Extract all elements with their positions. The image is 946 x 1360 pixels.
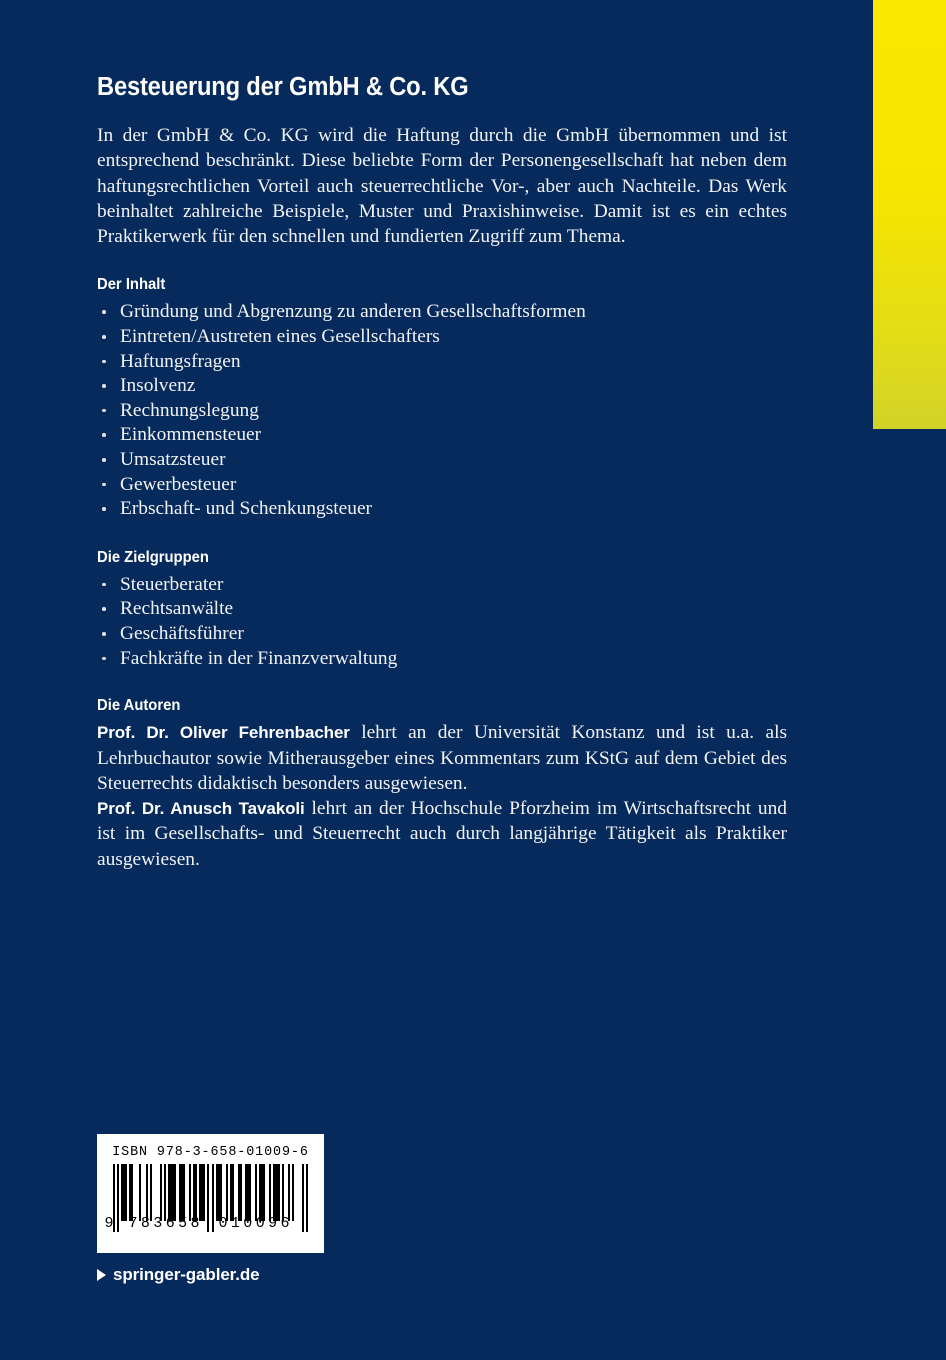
author-bio-1 bbox=[97, 715, 787, 796]
bullet-dot-icon bbox=[102, 507, 106, 511]
cover-content bbox=[97, 0, 787, 872]
bullet-dot-icon bbox=[102, 360, 106, 364]
list-item bbox=[97, 622, 787, 647]
list-item bbox=[97, 473, 787, 498]
bullet-dot-icon bbox=[102, 632, 106, 636]
list-item bbox=[97, 497, 787, 522]
section-heading-authors: Die Autoren bbox=[97, 697, 181, 715]
barcode-digit-group: 010096 bbox=[218, 1215, 293, 1232]
publisher-website-line bbox=[97, 1265, 324, 1285]
list-item bbox=[97, 573, 787, 598]
list-item-label: Insolvenz bbox=[120, 375, 196, 397]
book-blurb: In der GmbH & Co. KG wird die Haftung durch die GmbH übernommen und ist entsprechend beschränkt. Diese beliebte Form der Personengesellschaft hat neben dem haftungsrechtlichen Vorteil auch steuerrechtliche Vor-, aber auch Nachteile. Das Werk beinhaltet zahlreiche Beispiele, Muster und Praxishinweise. Damit ist es ein echtes Praktikerwerk für den schnellen und fundierten Zugriff zum Thema. bbox=[97, 125, 787, 248]
contents-list bbox=[97, 294, 787, 521]
play-triangle-icon bbox=[97, 1269, 106, 1281]
author-bio-text: lehrt an der Universität Konstanz und ist u.a. als Lehrbuchautor sowie Mitherausgeber eines Kommentars zum KStG auf dem Gebiet des Steuerrechts didaktisch besonders ausgewiesen. bbox=[97, 722, 787, 794]
list-item-label: Geschäftsführer bbox=[120, 623, 244, 645]
bullet-dot-icon bbox=[102, 384, 106, 388]
section-heading-contents: Der Inhalt bbox=[97, 276, 166, 294]
bullet-dot-icon bbox=[102, 335, 106, 339]
bullet-dot-icon bbox=[102, 583, 106, 587]
list-item bbox=[97, 448, 787, 473]
yellow-accent-stripe bbox=[873, 0, 946, 429]
author-bio-2 bbox=[97, 796, 787, 872]
barcode-area bbox=[97, 1134, 324, 1285]
isbn-barcode bbox=[97, 1134, 324, 1253]
bullet-dot-icon bbox=[102, 409, 106, 413]
list-item bbox=[97, 423, 787, 448]
author-bio-text: lehrt an der Hochschule Pforzheim im Wirtschaftsrecht und ist im Gesellschafts- und Steuerrecht auch durch langjährige Tätigkeit als Praktiker ausgewiesen. bbox=[97, 798, 787, 870]
author-name: Prof. Dr. Oliver Fehrenbacher bbox=[97, 723, 350, 743]
list-item-label: Steuerberater bbox=[120, 573, 224, 595]
list-item bbox=[97, 374, 787, 399]
audience-list bbox=[97, 567, 787, 671]
barcode-digit-group: 9 bbox=[104, 1215, 114, 1232]
list-item bbox=[97, 300, 787, 325]
list-item-label: Haftungsfragen bbox=[120, 350, 241, 372]
bullet-dot-icon bbox=[102, 310, 106, 314]
barcode-digit-group: 783658 bbox=[128, 1215, 203, 1232]
list-item-label: Fachkräfte in der Finanzverwaltung bbox=[120, 647, 398, 669]
list-item-label: Umsatzsteuer bbox=[120, 449, 226, 471]
publisher-website-label: springer-gabler.de bbox=[113, 1265, 260, 1284]
section-heading-audience: Die Zielgruppen bbox=[97, 548, 209, 566]
list-item bbox=[97, 597, 787, 622]
list-item-label: Gewerbesteuer bbox=[120, 473, 237, 495]
list-item bbox=[97, 350, 787, 375]
author-name: Prof. Dr. Anusch Tavakoli bbox=[97, 799, 305, 819]
list-item-label: Gründung und Abgrenzung zu anderen Gesellschaftsformen bbox=[120, 301, 586, 323]
bullet-dot-icon bbox=[102, 657, 106, 661]
list-item bbox=[97, 325, 787, 350]
bullet-dot-icon bbox=[102, 458, 106, 462]
barcode-digits bbox=[104, 1214, 311, 1232]
list-item-label: Einkommensteuer bbox=[120, 424, 262, 446]
bullet-dot-icon bbox=[102, 483, 106, 487]
list-item-label: Rechtsanwälte bbox=[120, 598, 234, 620]
bullet-dot-icon bbox=[102, 433, 106, 437]
list-item bbox=[97, 647, 787, 672]
page-title: Besteuerung der GmbH & Co. KG bbox=[97, 73, 469, 101]
list-item bbox=[97, 399, 787, 424]
list-item-label: Erbschaft- und Schenkungsteuer bbox=[120, 498, 373, 520]
list-item-label: Eintreten/Austreten eines Gesellschafters bbox=[120, 326, 440, 348]
list-item-label: Rechnungslegung bbox=[120, 399, 259, 421]
isbn-label: ISBN 978-3-658-01009-6 bbox=[112, 1145, 309, 1160]
bullet-dot-icon bbox=[102, 607, 106, 611]
